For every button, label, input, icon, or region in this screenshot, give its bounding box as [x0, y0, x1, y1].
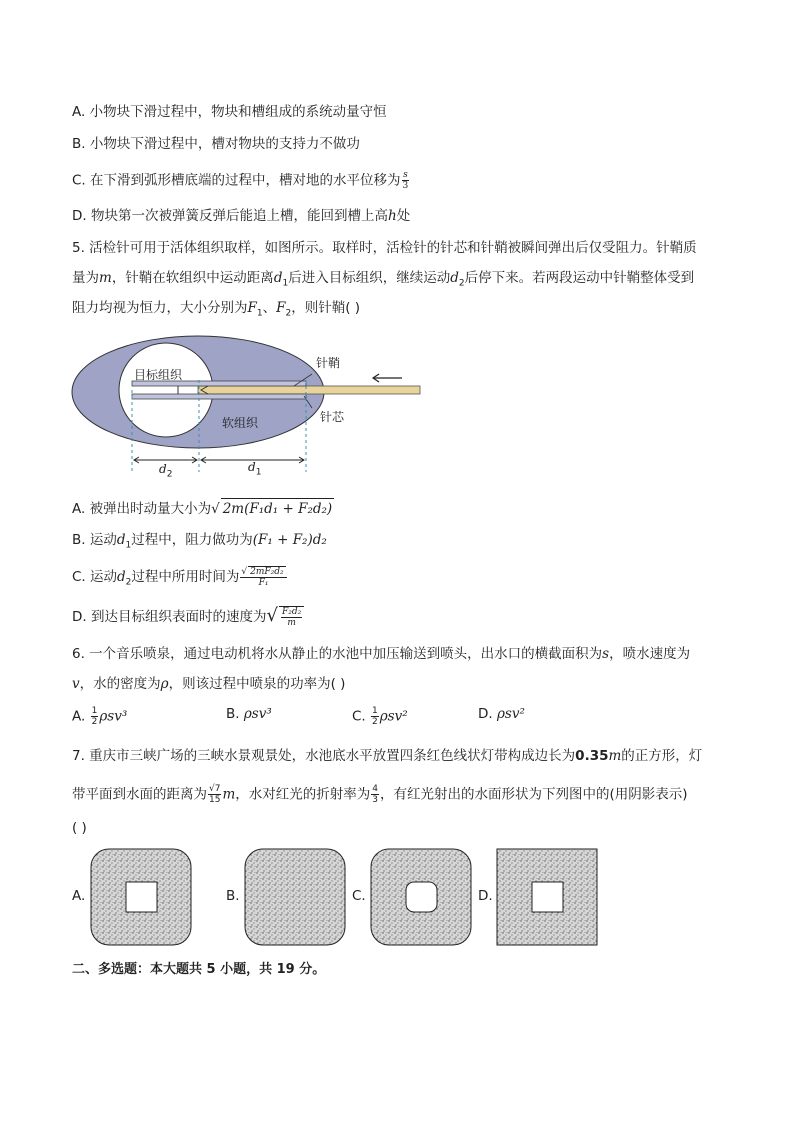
q6-option-d: D. ρsv² — [478, 706, 525, 722]
needle-sheath — [198, 386, 420, 394]
q7-figure-d — [496, 848, 598, 946]
q4-option-a: A. 小物块下滑过程中，物块和槽组成的系统动量守恒 — [72, 104, 387, 120]
q5-option-c: C. 运动$d_2$过程中所用时间为 $\frac{\text{√ 2mF₂d₂}}{\text{F₁}}$ — [72, 566, 288, 593]
section-2-header: 二、多选题：本大题共 5 小题，共 19 分。 — [72, 962, 326, 977]
q7-label-a: A. — [72, 888, 86, 904]
q5-stem-line2: 量为m，针鞘在软组织中运动距离$d_1$后进入目标组织，继续运动$d_2$后停下来。若两段运动中针鞘整体受到 — [72, 270, 695, 289]
q7-figure-c — [370, 848, 472, 946]
label-target-tissue: 目标组织 — [134, 368, 183, 382]
q5-option-d: D. 到达目标组织表面时的速度为√ $\frac{\text{F₂d₂}}{m}$ — [72, 606, 305, 628]
q7-stem-line3: ( ) — [72, 820, 87, 836]
q7-figure-a — [90, 848, 192, 946]
q5-option-b: B. 运动$d_1$过程中，阻力做功为(F₁ + F₂)d₂ — [72, 532, 327, 551]
q6-stem-line2: v，水的密度为ρ，则该过程中喷泉的功率为( ) — [72, 676, 346, 692]
label-soft-tissue: 软组织 — [222, 416, 259, 430]
q6-option-b: B. ρsv³ — [226, 706, 272, 722]
q7-stem-line2: 带平面到水面的距离为 $\frac{√7}{15}$ m，水对红光的折射率为 $\frac{4}{3}$ ，有红光射出的水面形状为下列图中的(用阴影表示) — [72, 784, 688, 805]
q7-label-b: B. — [226, 888, 240, 904]
q7-label-d: D. — [478, 888, 493, 904]
q4-option-c: C. 在下滑到弧形槽底端的过程中，槽对地的水平位移为 $\frac{s}{3}$ — [72, 170, 409, 191]
q7-label-c: C. — [352, 888, 366, 904]
q6-option-c: C. $\frac{1}{2}$ ρsv² — [352, 706, 408, 727]
q4-option-d: D. 物块第一次被弹簧反弹后能追上槽，能回到槽上高h处 — [72, 208, 411, 224]
q7-figure-b — [244, 848, 346, 946]
q6-option-a: A. $\frac{1}{2}$ ρsv³ — [72, 706, 128, 727]
label-needle-core: 针芯 — [320, 410, 345, 424]
label-needle-sheath: 针鞘 — [316, 356, 341, 370]
q4-option-b: B. 小物块下滑过程中，槽对物块的支持力不做功 — [72, 136, 360, 152]
q6-stem-line1: 6. 一个音乐喷泉，通过电动机将水从静止的水池中加压输送到喷头，出水口的横截面积为s，喷水速度为 — [72, 646, 691, 662]
label-d1: $d_1$ — [248, 460, 262, 478]
q5-stem-line1: 5. 活检针可用于活体组织取样，如图所示。取样时，活检针的针芯和针鞘被瞬间弹出后仅受阻力。针鞘质 — [72, 240, 697, 256]
q5-option-a: A. 被弹出时动量大小为√ 2m(F₁d₁ + F₂d₂) — [72, 498, 334, 519]
q5-stem-line3: 阻力均视为恒力，大小分别为$F_1$、$F_2$，则针鞘( ) — [72, 300, 361, 319]
needle-core-lower — [132, 394, 306, 399]
label-d2: $d_2$ — [159, 462, 173, 480]
q7-stem-line1: 7. 重庆市三峡广场的三峡水景观景处，水池底水平放置四条红色线状灯带构成边长为0.35m的正方形，灯 — [72, 748, 703, 764]
